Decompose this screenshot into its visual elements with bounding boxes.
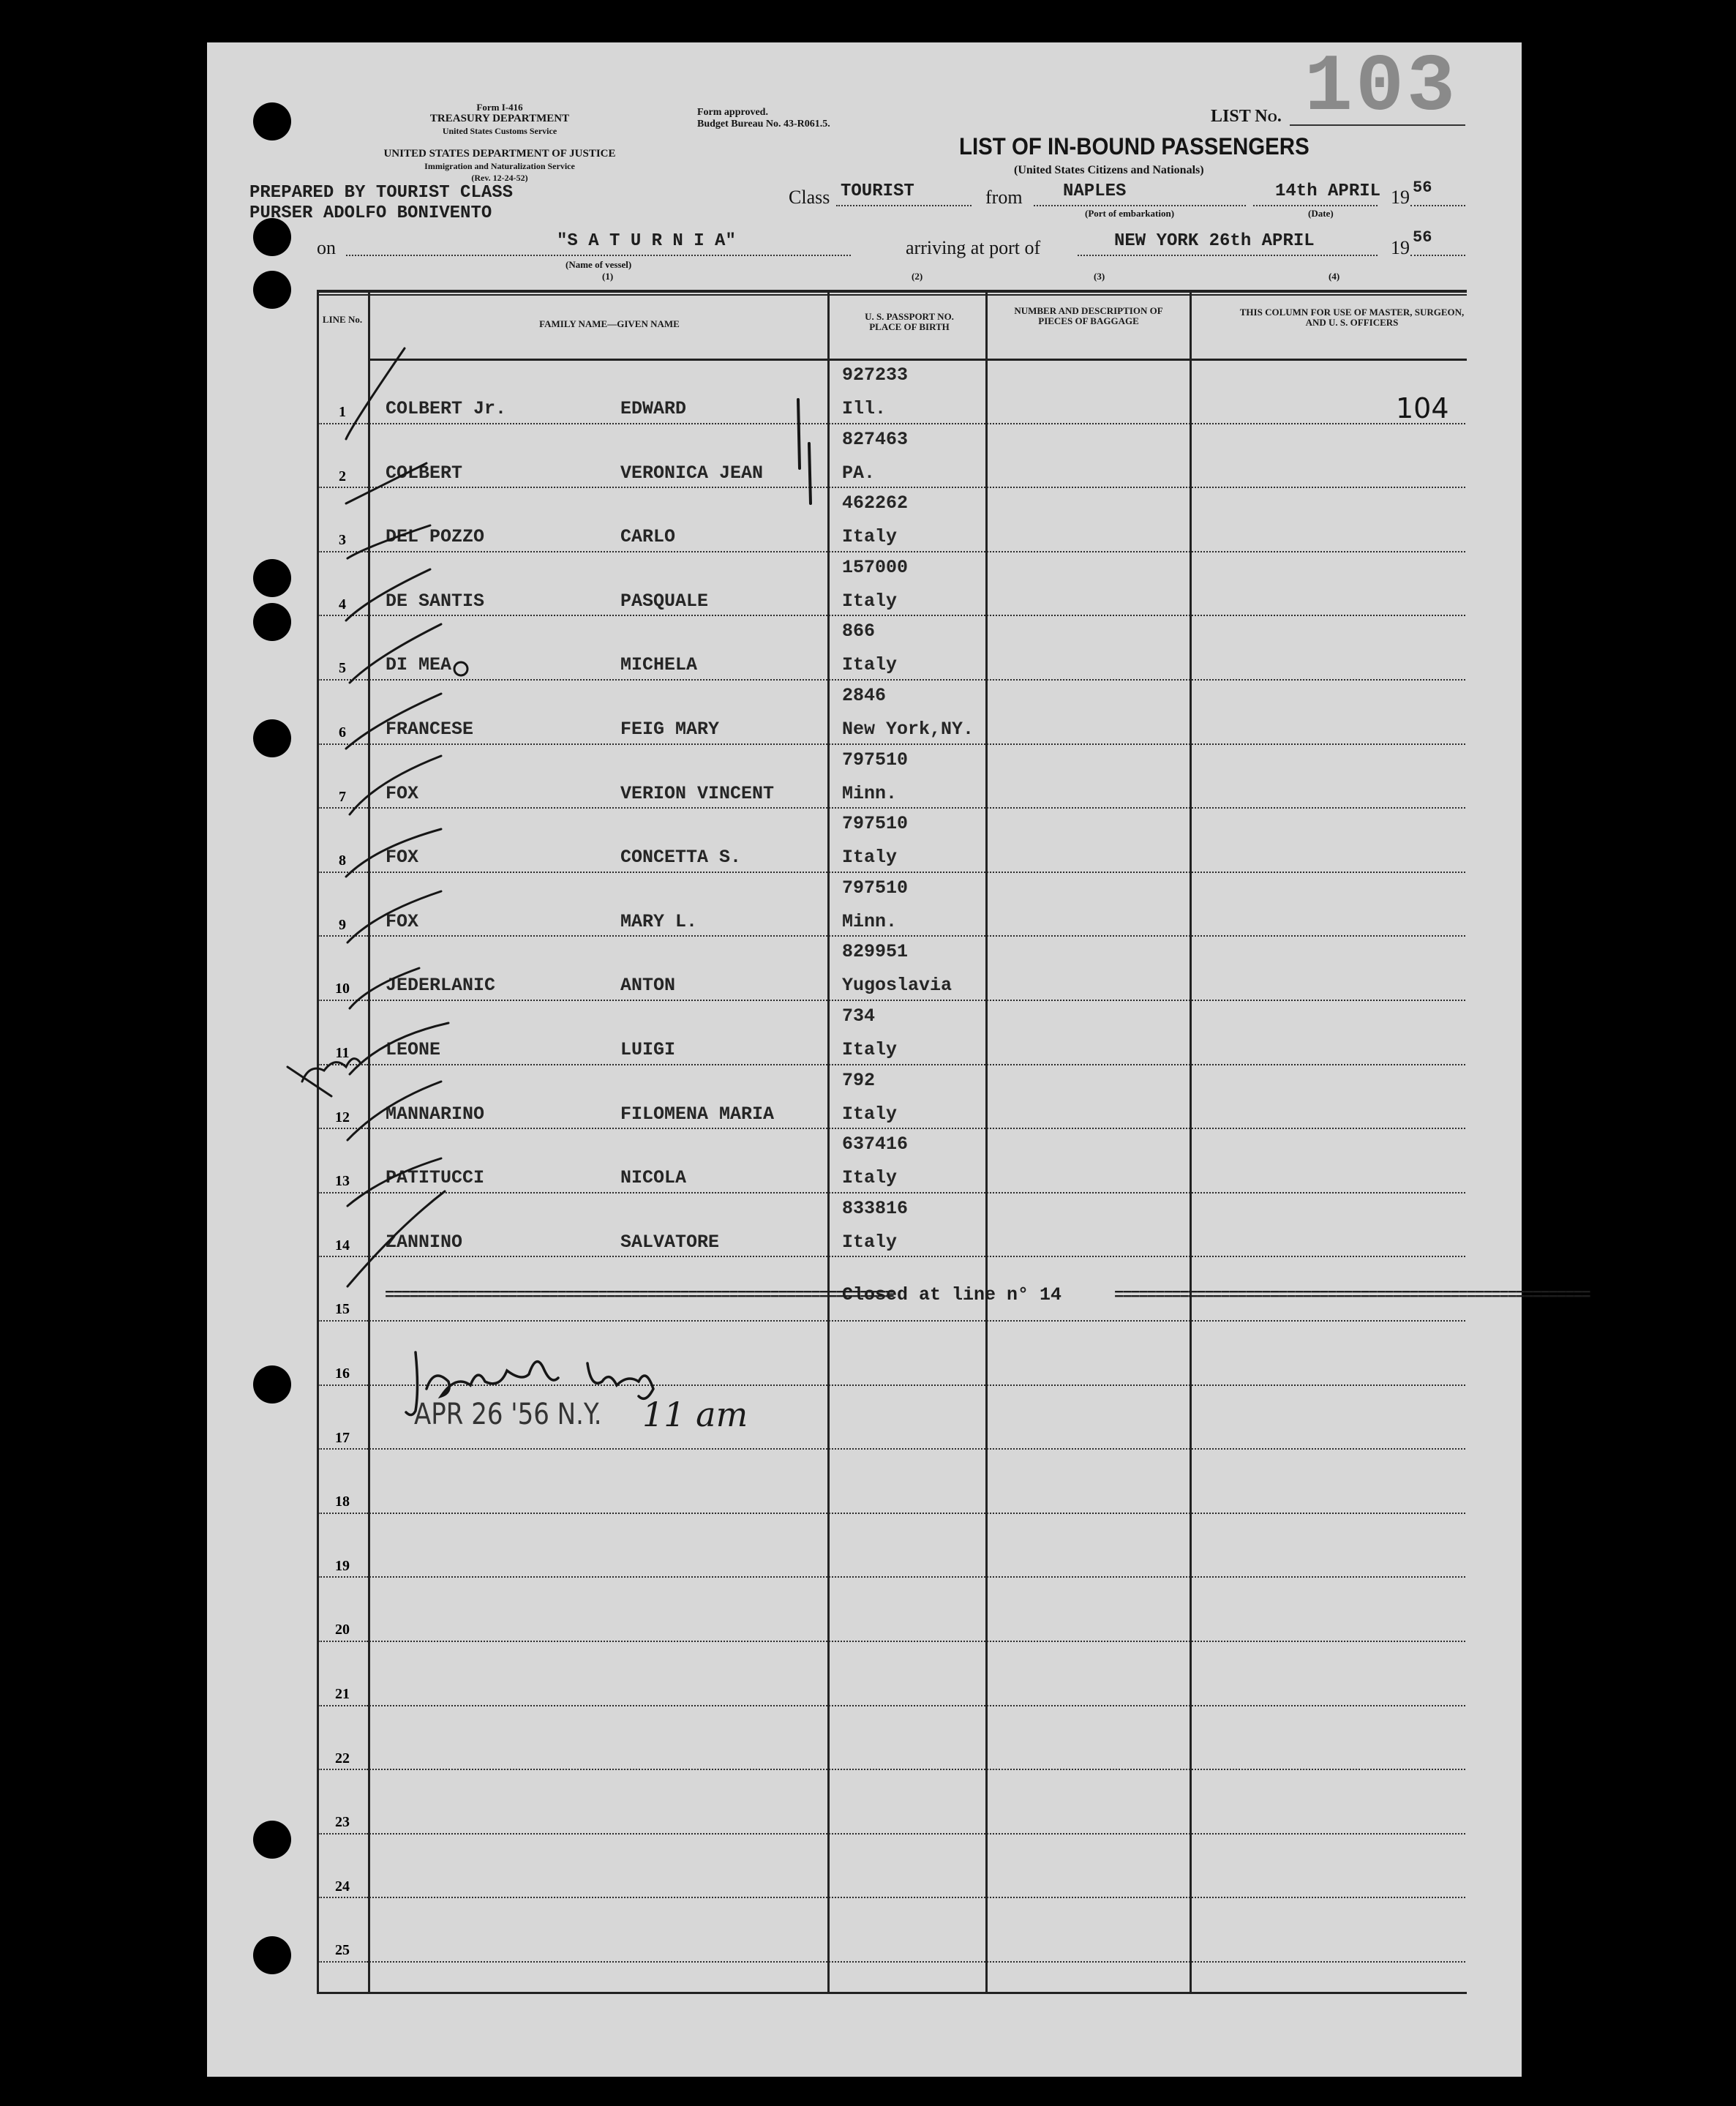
place-of-birth: PA. <box>842 462 876 484</box>
line-number: 11 <box>335 1045 350 1061</box>
line-number: 25 <box>335 1942 350 1959</box>
line-number: 19 <box>335 1557 350 1574</box>
line-number: 17 <box>335 1429 350 1446</box>
purser: PURSER ADOLFO BONIVENTO <box>249 203 492 223</box>
year-prefix: 19 <box>1391 187 1410 208</box>
given-name: VERONICA JEAN <box>620 462 764 484</box>
prepared-by: PREPARED BY TOURIST CLASS <box>249 183 514 203</box>
given-name: VERION VINCENT <box>620 782 775 804</box>
family-name: LEONE <box>386 1039 441 1060</box>
place-of-birth: Italy <box>842 590 898 612</box>
col-number-3: (3) <box>1094 271 1105 282</box>
family-name: DEL POZZO <box>386 526 485 548</box>
closing-dashes-right: ========================================================== <box>1114 1286 1590 1305</box>
family-name: ZANNINO <box>386 1231 463 1253</box>
line-number: 14 <box>335 1237 350 1254</box>
class-value: TOURIST <box>841 181 914 201</box>
line-number: 15 <box>335 1301 350 1318</box>
arrival-port-date: NEW YORK 26th APRIL <box>1114 231 1315 251</box>
line-number: 21 <box>335 1686 350 1702</box>
col-header-passport: U. S. PASSPORT NO. PLACE OF BIRTH <box>865 311 954 332</box>
line-number: 6 <box>339 724 346 741</box>
check-mark <box>350 756 441 814</box>
check-mark <box>350 968 419 1008</box>
line-number: 2 <box>339 468 346 484</box>
col-header-name: FAMILY NAME—GIVEN NAME <box>539 318 680 329</box>
line-number: 8 <box>339 852 346 869</box>
passport-number: 833816 <box>842 1197 909 1219</box>
passport-number: 827463 <box>842 428 909 450</box>
given-name: SALVATORE <box>620 1231 720 1253</box>
family-name: PATITUCCI <box>386 1167 485 1189</box>
check-mark <box>350 624 441 683</box>
from-label: from <box>985 187 1023 208</box>
place-of-birth: Italy <box>842 847 898 869</box>
given-name: FILOMENA MARIA <box>620 1103 775 1125</box>
customs-service: United States Customs Service <box>442 126 557 136</box>
check-mark <box>346 829 441 877</box>
list-stamp-number: 103 <box>1304 42 1459 134</box>
check-mark <box>346 694 441 749</box>
family-name: MANNARINO <box>386 1103 485 1125</box>
place-of-birth: Minn. <box>842 910 898 932</box>
check-mark <box>347 1082 441 1140</box>
line-number: 23 <box>335 1814 350 1831</box>
passport-number: 866 <box>842 621 876 642</box>
document-title: LIST OF IN-BOUND PASSENGERS <box>959 133 1309 160</box>
year-suffix-2: 56 <box>1413 228 1432 247</box>
place-of-birth: Ill. <box>842 398 887 419</box>
line-number: 13 <box>335 1173 350 1190</box>
passport-number: 2846 <box>842 685 887 706</box>
signature <box>587 1363 653 1398</box>
vessel-name: "S A T U R N I A" <box>557 231 736 251</box>
check-mark <box>346 348 405 439</box>
passport-number: 829951 <box>842 941 909 963</box>
given-name: PASQUALE <box>620 590 709 612</box>
given-name: MARY L. <box>620 910 698 932</box>
place-of-birth: Minn. <box>842 782 898 804</box>
arrival-date-stamp: APR 26 '56 N.Y. <box>414 1398 602 1431</box>
bracket-mark <box>798 400 800 468</box>
list-no-label: LIST No. <box>1211 107 1282 126</box>
line-number: 9 <box>339 916 346 933</box>
line-number: 20 <box>335 1622 350 1638</box>
vessel-caption: (Name of vessel) <box>565 259 632 270</box>
from-value: NAPLES <box>1063 181 1127 201</box>
bracket-mark <box>809 443 811 503</box>
family-name: DI MEA <box>386 654 452 676</box>
passport-number: 797510 <box>842 877 909 899</box>
departure-date: 14th APRIL <box>1275 181 1381 201</box>
on-label: on <box>317 237 336 258</box>
passport-number: 157000 <box>842 556 909 578</box>
given-name: LUIGI <box>620 1039 676 1060</box>
line-number: 16 <box>335 1365 350 1382</box>
circle-mark <box>454 662 467 675</box>
manifest-page <box>207 42 1590 2077</box>
passport-number: 927233 <box>842 364 909 386</box>
check-mark <box>346 463 427 503</box>
signature <box>406 1352 418 1415</box>
place-of-birth: Italy <box>842 654 898 676</box>
document-subtitle: (United States Citizens and Nationals) <box>1014 164 1204 176</box>
passport-number: 637416 <box>842 1133 909 1155</box>
place-of-birth: Italy <box>842 1103 898 1125</box>
line-number: 18 <box>335 1494 350 1510</box>
line-number: 10 <box>335 981 350 997</box>
ins-service: Immigration and Naturalization Service <box>424 161 575 171</box>
line-number: 12 <box>335 1109 350 1125</box>
ship-scribble <box>302 1059 361 1082</box>
family-name: COLBERT <box>386 462 463 484</box>
place-of-birth: Italy <box>842 1167 898 1189</box>
passport-number: 797510 <box>842 813 909 835</box>
col-header-baggage: NUMBER AND DESCRIPTION OF PIECES OF BAGGAGE <box>1014 305 1163 326</box>
col-number-2: (2) <box>912 271 923 282</box>
place-of-birth: Italy <box>842 526 898 548</box>
place-of-birth: Italy <box>842 1039 898 1060</box>
arriving-label: arriving at port of <box>906 237 1041 258</box>
col-number-4: (4) <box>1329 271 1340 282</box>
handwriting-overlay <box>207 42 1590 2077</box>
year-prefix-2: 19 <box>1391 237 1410 258</box>
form-revision: (Rev. 12-24-52) <box>471 173 528 183</box>
passport-number: 797510 <box>842 749 909 771</box>
closing-dashes-left: ============================================================== <box>385 1286 893 1305</box>
signature <box>427 1362 558 1396</box>
given-name: EDWARD <box>620 398 687 419</box>
form-approved: Form approved. <box>697 107 768 118</box>
check-mark <box>347 1158 441 1206</box>
stamp-handwritten-time: 11 am <box>642 1395 748 1434</box>
family-name: FOX <box>386 782 419 804</box>
passport-number: 792 <box>842 1069 876 1091</box>
given-name: CONCETTA S. <box>620 847 742 869</box>
check-mark <box>347 525 430 558</box>
line-number: 22 <box>335 1750 350 1766</box>
officer-note-104: 104 <box>1396 392 1449 424</box>
check-mark <box>350 1023 448 1074</box>
line-number: 3 <box>339 532 346 549</box>
form-number: Form I-416 <box>476 102 523 113</box>
family-name: DE SANTIS <box>386 590 485 612</box>
check-mark <box>347 1191 445 1286</box>
given-name: MICHELA <box>620 654 698 676</box>
family-name: FOX <box>386 847 419 869</box>
col-header-line-no: LINE No. <box>322 314 363 325</box>
family-name: FOX <box>386 910 419 932</box>
family-name: FRANCESE <box>386 719 474 740</box>
check-mark <box>346 569 430 621</box>
line-number: 7 <box>339 788 346 805</box>
col-header-officers: THIS COLUMN FOR USE OF MASTER, SURGEON, AND U. S. OFFICERS <box>1239 307 1465 328</box>
treasury-dept: TREASURY DEPARTMENT <box>429 113 570 124</box>
given-name: NICOLA <box>620 1167 687 1189</box>
line-number: 4 <box>339 596 346 612</box>
budget-bureau: Budget Bureau No. 43-R061.5. <box>697 119 830 130</box>
family-name: JEDERLANIC <box>386 975 496 997</box>
col-number-1: (1) <box>602 271 614 282</box>
justice-dept: UNITED STATES DEPARTMENT OF JUSTICE <box>383 148 616 160</box>
place-of-birth: New York,NY. <box>842 719 974 740</box>
line-number: 1 <box>339 404 346 420</box>
line-number: 24 <box>335 1878 350 1895</box>
place-of-birth: Yugoslavia <box>842 975 952 997</box>
given-name: ANTON <box>620 975 676 997</box>
check-mark <box>347 891 441 943</box>
passport-number: 734 <box>842 1005 876 1027</box>
given-name: CARLO <box>620 526 676 548</box>
year-suffix: 56 <box>1413 179 1432 197</box>
port-embark-caption: (Port of embarkation) <box>1085 208 1175 219</box>
closing-line-text: Closed at line n° 14 <box>842 1284 1062 1305</box>
line-number: 5 <box>339 660 346 677</box>
family-name: COLBERT Jr. <box>386 398 507 419</box>
passport-number: 462262 <box>842 492 909 514</box>
given-name: FEIG MARY <box>620 719 720 740</box>
class-label: Class <box>789 187 830 208</box>
place-of-birth: Italy <box>842 1231 898 1253</box>
date-caption: (Date) <box>1308 208 1334 219</box>
